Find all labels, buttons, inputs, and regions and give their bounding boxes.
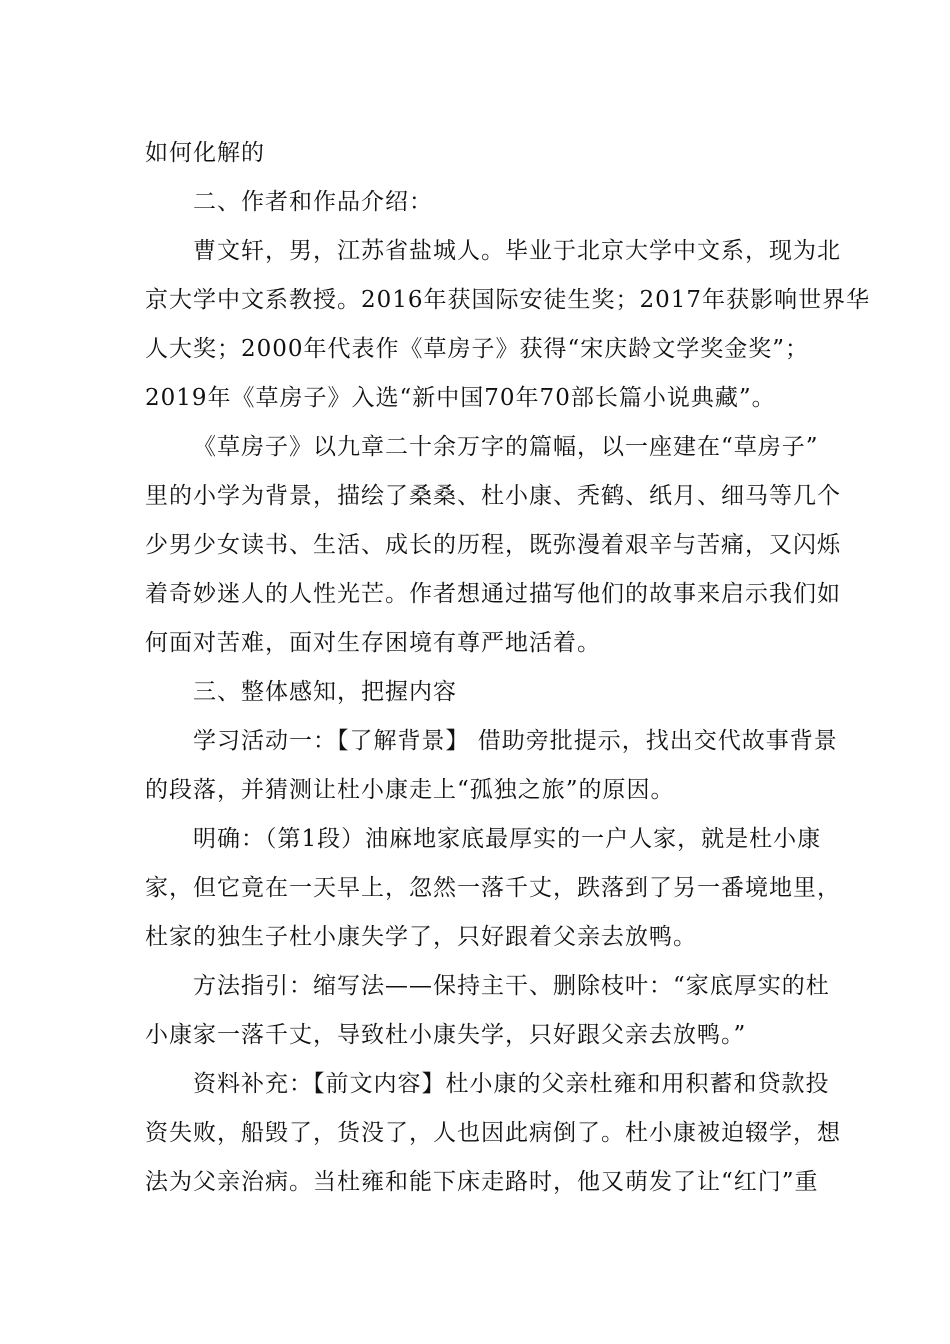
text-line: 明确：（第1段）油麻地家底最厚实的一户人家，就是杜小康 [193,826,822,852]
section-heading: 三、整体感知，把握内容 [193,679,457,705]
text-line: 的段落，并猜测让杜小康走上“孤独之旅”的原因。 [145,777,675,803]
text-line: 《草房子》以九章二十余万字的篇幅，以一座建在“草房子” [193,434,819,460]
text-line: 家，但它竟在一天早上，忽然一落千丈，跌落到了另一番境地里， [145,875,841,901]
text-line: 曹文轩，男，江苏省盐城人。毕业于北京大学中文系，现为北 [193,238,841,264]
text-line: 资失败，船毁了，货没了，人也因此病倒了。杜小康被迫辍学，想 [145,1120,841,1146]
text-line: 何面对苦难，面对生存困境有尊严地活着。 [145,630,601,656]
text-line: 人大奖；2000年代表作《草房子》获得“宋庆龄文学奖金奖”； [145,336,810,362]
text-line: 少男少女读书、生活、成长的历程，既弥漫着艰辛与苦痛，又闪烁 [145,532,841,558]
text-line: 京大学中文系教授。2016年获国际安徒生奖；2017年获影响世界华 [145,287,871,313]
text-line: 杜家的独生子杜小康失学了，只好跟着父亲去放鸭。 [145,924,697,950]
text-line: 法为父亲治病。当杜雍和能下床走路时，他又萌发了让“红门”重 [145,1169,819,1195]
text-line: 着奇妙迷人的人性光芒。作者想通过描写他们的故事来启示我们如 [145,581,841,607]
text-line: 里的小学为背景，描绘了桑桑、杜小康、秃鹤、纸月、细马等几个 [145,483,841,509]
section-heading: 二、作者和作品介绍： [193,189,433,215]
text-line: 资料补充：【前文内容】杜小康的父亲杜雍和用积蓄和贷款投 [193,1071,830,1097]
text-line: 学习活动一：【了解背景】 借助旁批提示，找出交代故事背景 [193,728,838,754]
text-line: 如何化解的 [145,140,265,166]
text-line: 2019年《草房子》入选“新中国70年70部长篇小说典藏”。 [145,385,776,411]
text-line: 小康家一落千丈，导致杜小康失学，只好跟父亲去放鸭。” [145,1022,747,1048]
text-line: 方法指引：缩写法——保持主干、删除枝叶：“家底厚实的杜 [193,973,830,999]
